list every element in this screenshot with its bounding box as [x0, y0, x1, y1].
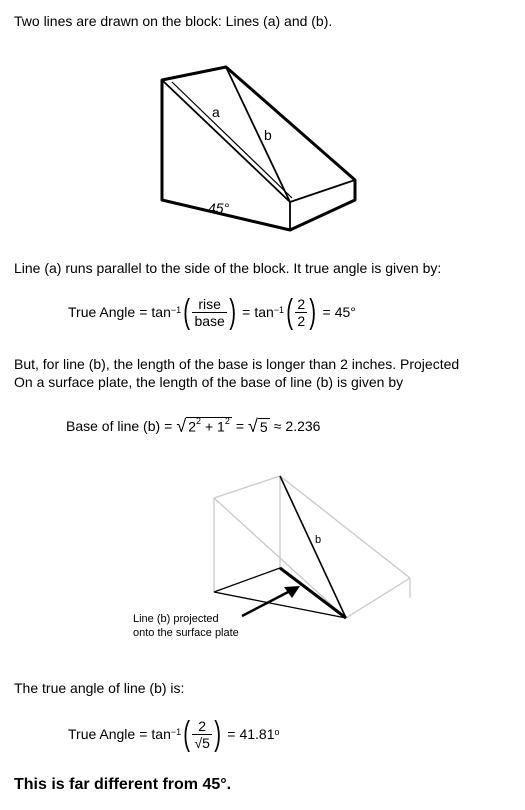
eq2-sqrt-sign: √ [176, 415, 187, 436]
eq3-degree: o [274, 727, 280, 737]
projection-caption-1: Line (b) projected [133, 613, 219, 625]
eq3-den-value: 5 [202, 734, 210, 751]
line-a [172, 82, 292, 198]
eq1-num2: 2 [297, 295, 306, 312]
label-45: 45° [208, 200, 230, 216]
eq1-lhs: True Angle [68, 304, 136, 320]
eq3-fraction [192, 718, 211, 751]
eq2-plus: + [204, 418, 214, 435]
eq3-tan: tan [151, 726, 171, 742]
eq1-num1: rise [198, 295, 221, 312]
eq1-equals-2: = [242, 304, 251, 320]
edge-front-top [290, 180, 355, 202]
eq3-num: 2 [198, 717, 207, 734]
pointer-arrow-shaft [242, 590, 292, 616]
eq1-equals-3: = [322, 304, 331, 320]
eq2-equals: = [164, 418, 173, 434]
eq1-equals: = [139, 304, 148, 320]
eq3-lhs: True Angle [68, 726, 136, 742]
para-line-b-2: On a surface plate, the length of the base of line (b) is given by [14, 374, 404, 390]
eq1-fraction-rise-base [192, 296, 226, 329]
conclusion-text: This is far different from 45°. [14, 776, 232, 793]
eq1-exp-2: −1 [273, 305, 285, 315]
eq3-result: 41.81 [239, 726, 275, 742]
equation-base-line-b [66, 412, 320, 440]
eq2-equals-2: = [235, 418, 245, 434]
eq1-den1: base [194, 312, 225, 329]
eq1-open-paren-2: ( [286, 293, 294, 331]
equation-true-angle-a [68, 292, 356, 332]
eq1-result: 45° [334, 304, 356, 320]
eq3-den [192, 734, 211, 751]
eq3-open-paren: ( [183, 715, 191, 753]
eq1-fraction-2-2 [295, 296, 307, 329]
eq2-term2: 1 [217, 418, 225, 435]
line-b [226, 67, 290, 202]
eq2-sqrt-sign-2: √ [248, 415, 258, 436]
equation-true-angle-b [68, 712, 280, 756]
eq3-close-paren: ) [214, 715, 221, 753]
eq2-sq2: 2 [224, 416, 230, 427]
line-b-3d [280, 476, 346, 618]
eq2-radicand [186, 417, 232, 435]
eq2-term1: 2 [188, 418, 197, 435]
para-line-a: Line (a) runs parallel to the side of the block. It true angle is given by: [14, 260, 442, 276]
eq1-close-paren: ) [229, 293, 236, 331]
block-figure [150, 60, 370, 240]
projection-caption-2: onto the surface plate [133, 627, 239, 639]
eq1-close-paren-2: ) [309, 293, 317, 331]
eq2-root5: 5 [259, 418, 268, 435]
eq2-approx: ≈ [273, 418, 282, 434]
label-a: a [212, 104, 220, 120]
eq2-result: 2.236 [285, 418, 321, 434]
eq1-tan: tan [151, 304, 171, 320]
para-true-angle-b: The true angle of line (b) is: [14, 680, 185, 696]
eq3-exp: −1 [170, 727, 182, 737]
eq3-sqrt-sign: √ [194, 734, 203, 751]
eq1-open-paren: ( [183, 293, 191, 331]
eq1-tan-2: tan [254, 304, 274, 320]
intro-text: Two lines are drawn on the block: Lines (a) and (b). [14, 13, 333, 29]
eq3-equals: = [139, 726, 148, 742]
eq1-den2: 2 [297, 312, 306, 329]
eq3-equals-2: = [227, 726, 236, 742]
para-line-b-1: But, for line (b), the length of the base is longer than 2 inches. Projected [14, 356, 460, 372]
eq1-exp: −1 [170, 305, 182, 315]
label-b-2: b [315, 534, 322, 546]
block-outline [162, 67, 355, 230]
eq2-sq1: 2 [196, 416, 202, 427]
eq2-lhs: Base of line (b) [66, 418, 161, 434]
label-b: b [264, 127, 272, 143]
projection-figure [200, 468, 430, 638]
